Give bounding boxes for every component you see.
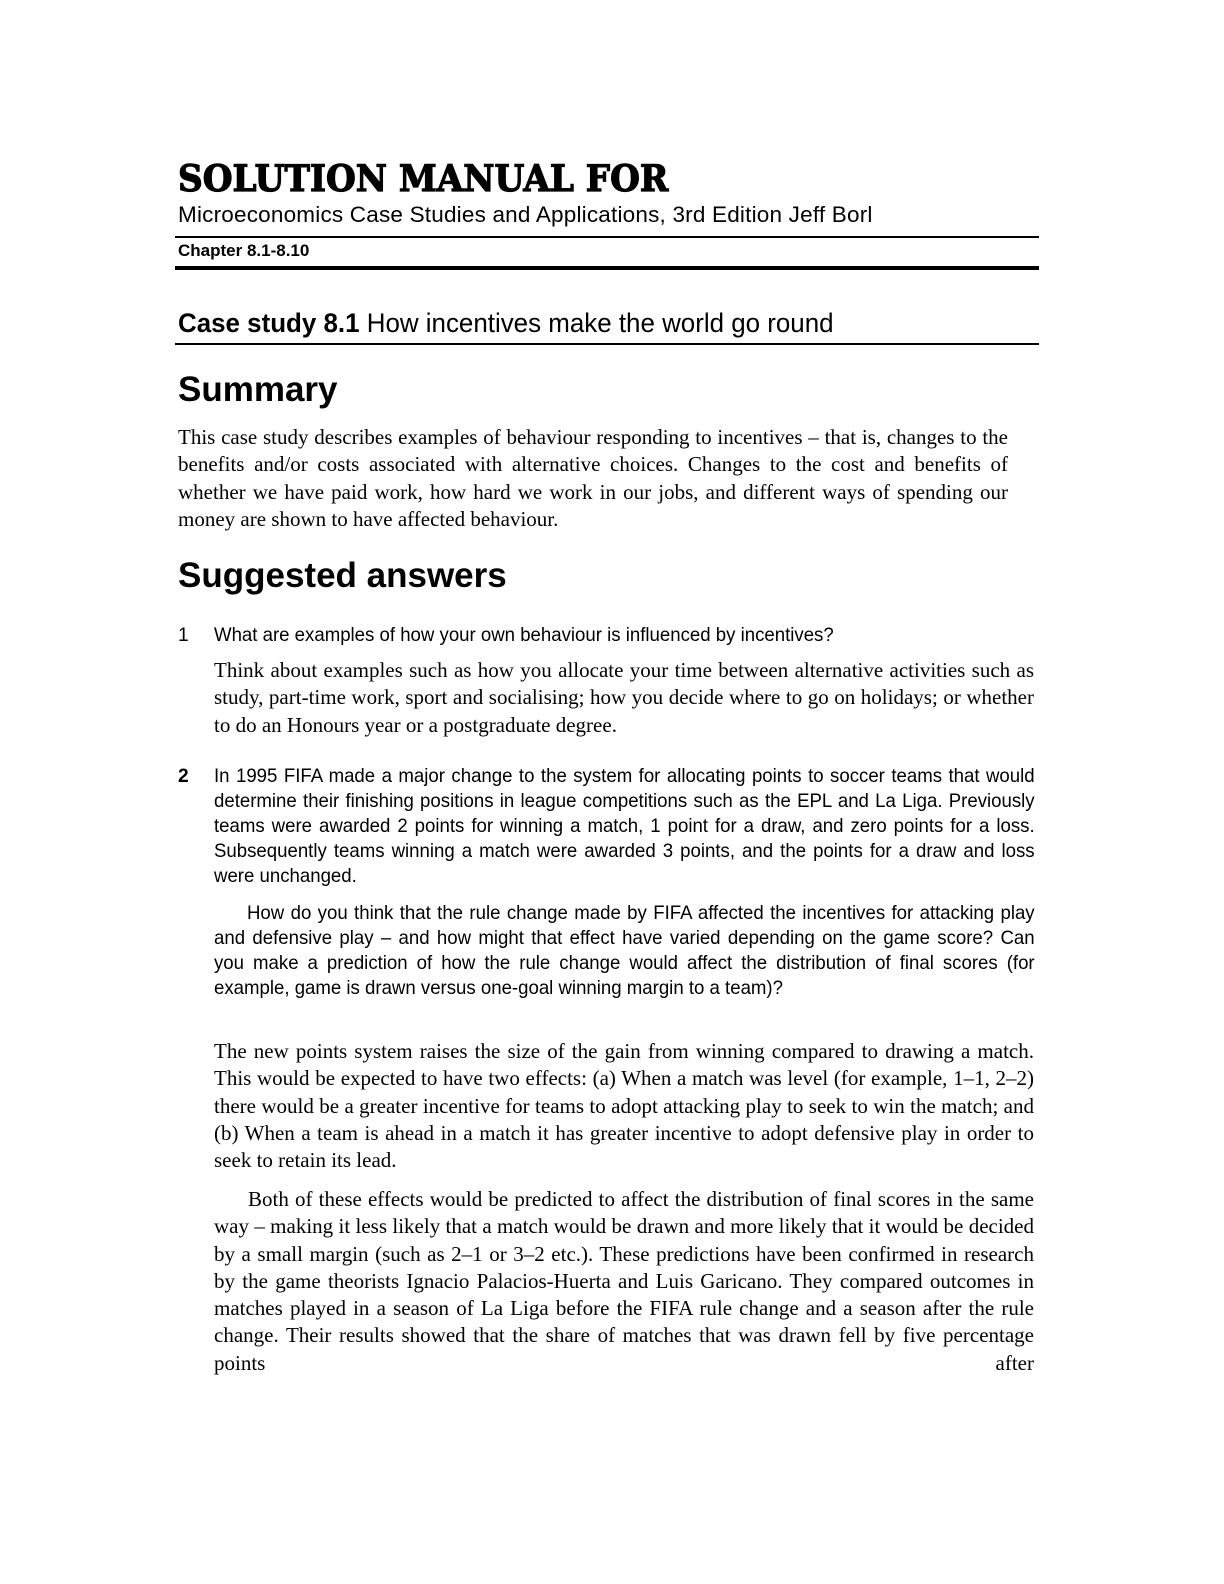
divider <box>175 236 1039 238</box>
answer-text-continued: Both of these effects would be predicted to affect the distribution of final scores in the same way – making it less likely that a match would be drawn and more likely that it would be decided by a small margin (such as 2–1 or 3–2 etc.). These predictions have been confirmed in research by the game theorists Ignacio Palacios-Huerta and Luis Garicano. They compared outcomes in matches played in a season of La Liga before the FIFA rule change and a season after the rule change. Their results showed that the share of matches that was drawn fell by five percentage points after <box>214 1187 1034 1375</box>
chapter-label: Chapter 8.1-8.10 <box>178 241 310 260</box>
divider-thick <box>175 266 1039 270</box>
summary-text: This case study describes examples of behaviour responding to incentives – that is, changes to the benefits and/or costs associated with alternative choices. Changes to the cost and benefits of whether we have paid work, how hard we work in our jobs, and different ways of spending our money are shown to have affected behaviour. <box>178 425 1008 531</box>
answer-text: The new points system raises the size of the gain from winning compared to drawing a match. This would be expected to have two effects: (a) When a match was level (for example, 1–1, 2–2) there would be a greater incentive for teams to adopt attacking play to seek to win the match; and (b) When a team is ahead in a match it has greater incentive to adopt defensive play in order to seek to retain its lead. <box>214 1039 1034 1173</box>
question-text: In 1995 FIFA made a major change to the system for allocating points to soccer teams that would determine their finishing positions in league competitions such as the EPL and La Liga. Previously teams were awarded 2 points for winning a match, 1 point for a draw, and zero points for a loss. Subsequently teams winning a match were awarded 3 points, and the points for a draw and loss were unchanged. <box>214 766 1035 887</box>
question-number: 2 <box>178 766 189 787</box>
question-number: 1 <box>178 625 189 646</box>
question-text: What are examples of how your own behaviour is influenced by incentives? <box>214 625 834 646</box>
answer-text: Think about examples such as how you allocate your time between alternative activities such as study, part-time work, sport and socialising; how you decide where to go on holidays; or whether to do an Honours year or a postgraduate degree. <box>214 658 1034 737</box>
answers-heading: Suggested answers <box>178 556 507 595</box>
case-study-heading <box>178 308 834 339</box>
book-subtitle: Microeconomics Case Studies and Applications, 3rd Edition Jeff Borl <box>178 202 873 227</box>
case-study-label: Case study 8.1 <box>178 308 360 338</box>
divider <box>175 343 1039 345</box>
document-title: SOLUTION MANUAL FOR <box>178 158 669 200</box>
question-text-continued: How do you think that the rule change made by FIFA affected the incentives for attacking play and defensive play – and how might that effect have varied depending on the game score? Can you make a prediction of how the rule change would affect the distribution of final scores (for example, game is drawn versus one-goal winning margin to a team)? <box>214 903 1035 999</box>
case-study-title: How incentives make the world go round <box>359 308 834 338</box>
summary-heading: Summary <box>178 370 338 409</box>
